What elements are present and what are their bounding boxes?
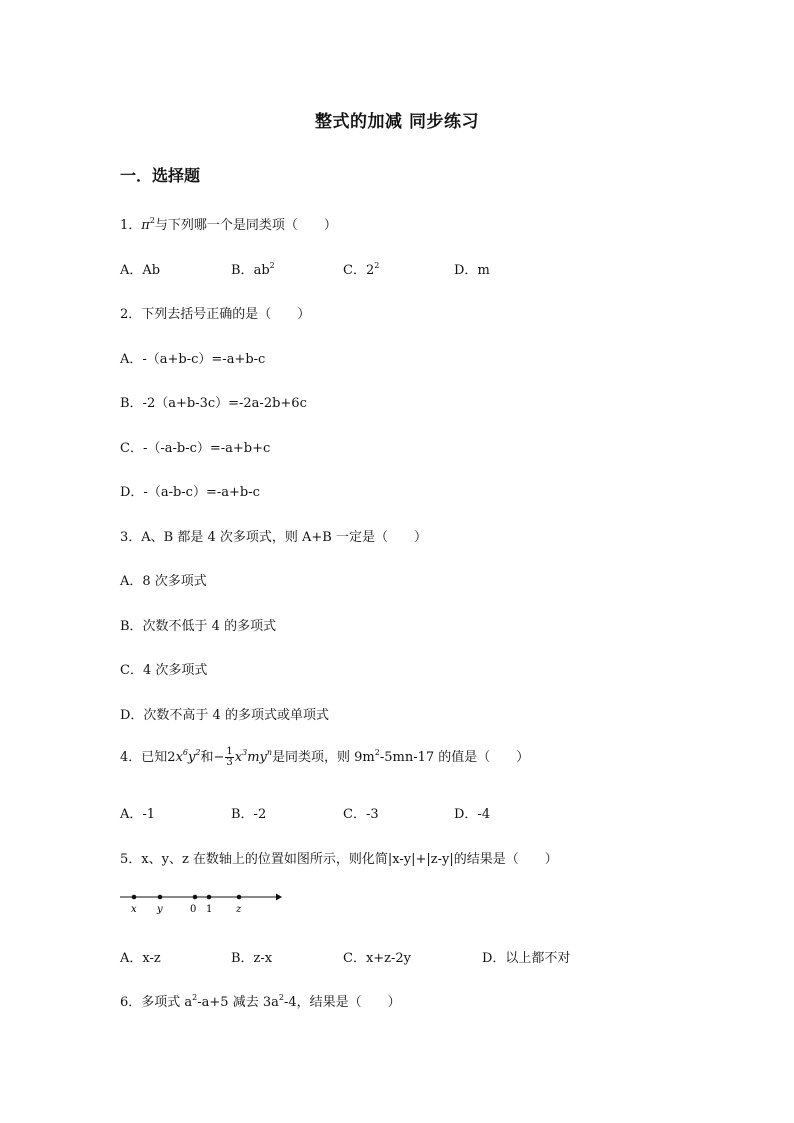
point-x	[132, 895, 137, 900]
q1-option-b[interactable]: B．$ab^2$	[231, 261, 275, 278]
q4-stem: 是同类项，则 9m	[272, 750, 375, 765]
q1-option-a[interactable]: A．Ab	[120, 263, 161, 278]
q1-pi-exponent: 2	[149, 216, 155, 225]
q4-prefix: 4．已知	[120, 750, 168, 765]
q4-term-2: − $\frac{1}{3}$ $x^3my^n$	[213, 746, 273, 768]
q1-option-d[interactable]: D．m	[454, 263, 490, 278]
q3-option-a[interactable]: A．8 次多项式	[120, 574, 207, 589]
point-1	[207, 895, 212, 900]
q2-option-c[interactable]: C．-（-a-b-c）=-a+b+c	[120, 441, 271, 456]
q2-option-a[interactable]: A．-（a+b-c）=-a+b-c	[120, 352, 266, 367]
q4-fraction: $\frac{1}{3}$	[226, 746, 233, 768]
section-heading: 一．选择题	[120, 166, 201, 185]
q4-term-1: $2x^6y^2$	[167, 748, 201, 765]
label-1: 1	[206, 904, 213, 915]
q4-option-c[interactable]: C．-3	[343, 807, 379, 822]
question-1	[120, 214, 337, 233]
q4-option-a[interactable]: A．-1	[120, 807, 156, 822]
q4-and: 和	[200, 750, 214, 765]
q4-option-b[interactable]: B．-2	[231, 807, 267, 822]
q5-option-d[interactable]: D．以上都不对	[482, 951, 571, 966]
page-title: 整式的加减 同步练习	[315, 112, 479, 132]
q5-option-b[interactable]: B．z-x	[231, 951, 273, 966]
q2-option-d[interactable]: D．-（a-b-c）=-a+b-c	[120, 485, 260, 500]
q3-option-b[interactable]: B．次数不低于 4 的多项式	[120, 619, 277, 634]
q3-option-c[interactable]: C．4 次多项式	[120, 663, 208, 678]
question-2: 2．下列去括号正确的是（ ）	[120, 307, 311, 322]
label-0: 0	[190, 904, 197, 915]
point-0	[193, 895, 198, 900]
point-z	[237, 895, 242, 900]
question-5: 5．x、y、z 在数轴上的位置如图所示，则化简|x-y|+|z-y|的结果是（ ）	[120, 852, 558, 867]
number-line-figure	[118, 888, 283, 916]
q2-option-b[interactable]: B．-2（a+b-3c）=-2a-2b+6c	[120, 396, 307, 411]
q1-number: 1．	[120, 218, 142, 233]
q5-option-a[interactable]: A．x-z	[120, 951, 161, 966]
q1-option-c[interactable]: C．$2^2$	[343, 261, 380, 278]
number-line-arrow-icon	[276, 894, 282, 901]
question-3: 3．A、B 都是 4 次多项式，则 A+B 一定是（ ）	[120, 530, 427, 545]
label-z: z	[236, 904, 242, 915]
q1-stem: 与下列哪一个是同类项（ ）	[154, 218, 337, 233]
q4-option-d[interactable]: D．-4	[454, 807, 491, 822]
question-4: 4．已知$2x^6y^2$和− $\frac{1}{3}$ $x^3my^n$是同类项，则 $9m^2-5mn-17$ 的值是（ ）	[120, 746, 530, 768]
point-y	[158, 895, 163, 900]
question-6: 6．多项式 $a^2-a+5$ 减去 $3a^2-4$，结果是（ ）	[120, 993, 401, 1010]
q1-pi: π	[141, 218, 150, 233]
q5-option-c[interactable]: C．x+z-2y	[343, 951, 412, 966]
label-y: y	[157, 904, 163, 915]
label-x: x	[131, 904, 137, 915]
q3-option-d[interactable]: D．次数不高于 4 的多项式或单项式	[120, 708, 329, 723]
